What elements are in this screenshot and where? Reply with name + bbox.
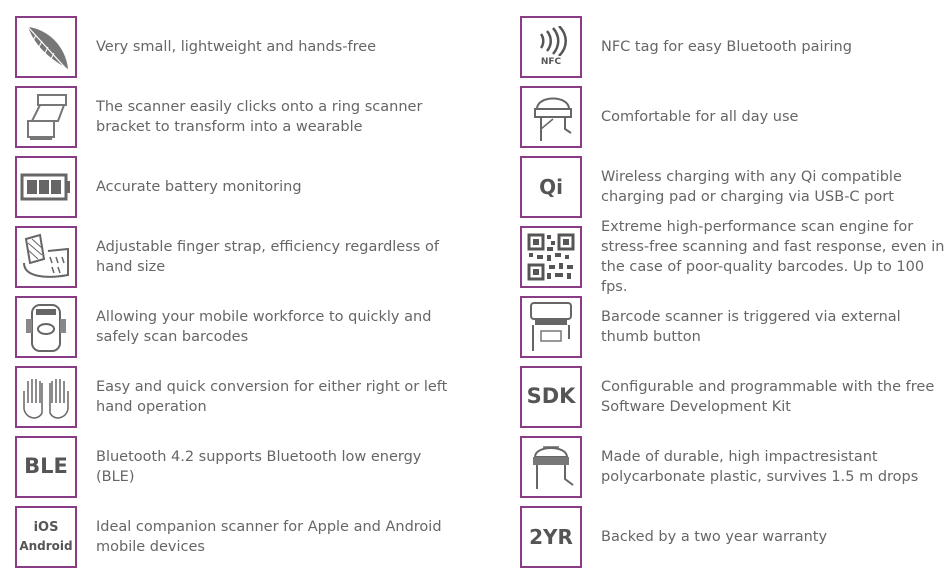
feature-item <box>15 226 455 288</box>
feature-text: Extreme high-performance scan engine for stress-free scanning and fast response, even in the case of poor-quality barcodes. Up to 100 fps. <box>601 219 945 295</box>
feature-item <box>520 156 945 218</box>
ble-icon <box>15 436 77 498</box>
feature-item <box>15 156 455 218</box>
feature-text: Backed by a two year warranty <box>601 529 828 545</box>
feature-item <box>15 506 455 568</box>
ble-icon-label: BLE <box>24 454 68 479</box>
android-label: Android <box>19 539 73 554</box>
thumb-button-icon <box>520 296 582 358</box>
feature-text: Very small, lightweight and hands-free <box>96 39 377 55</box>
feature-text: Adjustable finger strap, efficiency regardless of hand size <box>96 239 439 275</box>
qi-icon <box>520 156 582 218</box>
feature-text: Comfortable for all day use <box>601 109 799 125</box>
feature-item <box>520 436 945 498</box>
feature-item <box>15 296 455 358</box>
feature-text: Bluetooth 4.2 supports Bluetooth low energy (BLE) <box>96 449 422 485</box>
feature-item <box>15 86 455 148</box>
feature-text: Allowing your mobile workforce to quickly and safely scan barcodes <box>96 309 432 345</box>
sdk-icon-label: SDK <box>526 384 576 409</box>
scanner-device-icon <box>15 296 77 358</box>
feature-item <box>520 506 945 568</box>
qr-code-icon <box>520 226 582 288</box>
battery-icon <box>15 156 77 218</box>
feather-icon <box>15 16 77 78</box>
feature-item <box>520 366 945 428</box>
nfc-label: NFC <box>540 57 562 68</box>
ios-android-icon <box>15 506 77 568</box>
feature-item <box>520 296 945 358</box>
feature-text: Ideal companion scanner for Apple and Android mobile devices <box>96 519 442 555</box>
feature-text: NFC tag for easy Bluetooth pairing <box>601 39 852 55</box>
feature-text: Barcode scanner is triggered via external thumb button <box>601 309 901 345</box>
nfc-icon <box>520 16 582 78</box>
feature-text: Wireless charging with any Qi compatible charging pad or charging via USB-C port <box>601 169 902 205</box>
feature-item <box>520 86 945 148</box>
feature-item <box>15 366 455 428</box>
feature-text: Easy and quick conversion for either right or left hand operation <box>96 379 448 415</box>
qi-icon-label: Qi <box>539 175 563 199</box>
sdk-icon <box>520 366 582 428</box>
comfort-icon <box>520 86 582 148</box>
ios-label: iOS <box>33 519 59 535</box>
feature-text: Configurable and programmable with the free Software Development Kit <box>601 379 935 415</box>
feature-item <box>15 16 455 78</box>
feature-item <box>520 16 945 78</box>
feature-item <box>15 436 455 498</box>
feature-text: Accurate battery monitoring <box>96 179 302 195</box>
ring-bracket-icon <box>15 86 77 148</box>
hands-icon <box>15 366 77 428</box>
feature-text: Made of durable, high impactresistant polycarbonate plastic, survives 1.5 m drops <box>601 449 919 485</box>
feature-text: The scanner easily clicks onto a ring scanner bracket to transform into a wearable <box>96 99 423 135</box>
finger-strap-icon <box>15 226 77 288</box>
warranty-icon <box>520 506 582 568</box>
feature-item <box>520 219 945 295</box>
durable-icon <box>520 436 582 498</box>
warranty-icon-label: 2YR <box>529 525 573 549</box>
